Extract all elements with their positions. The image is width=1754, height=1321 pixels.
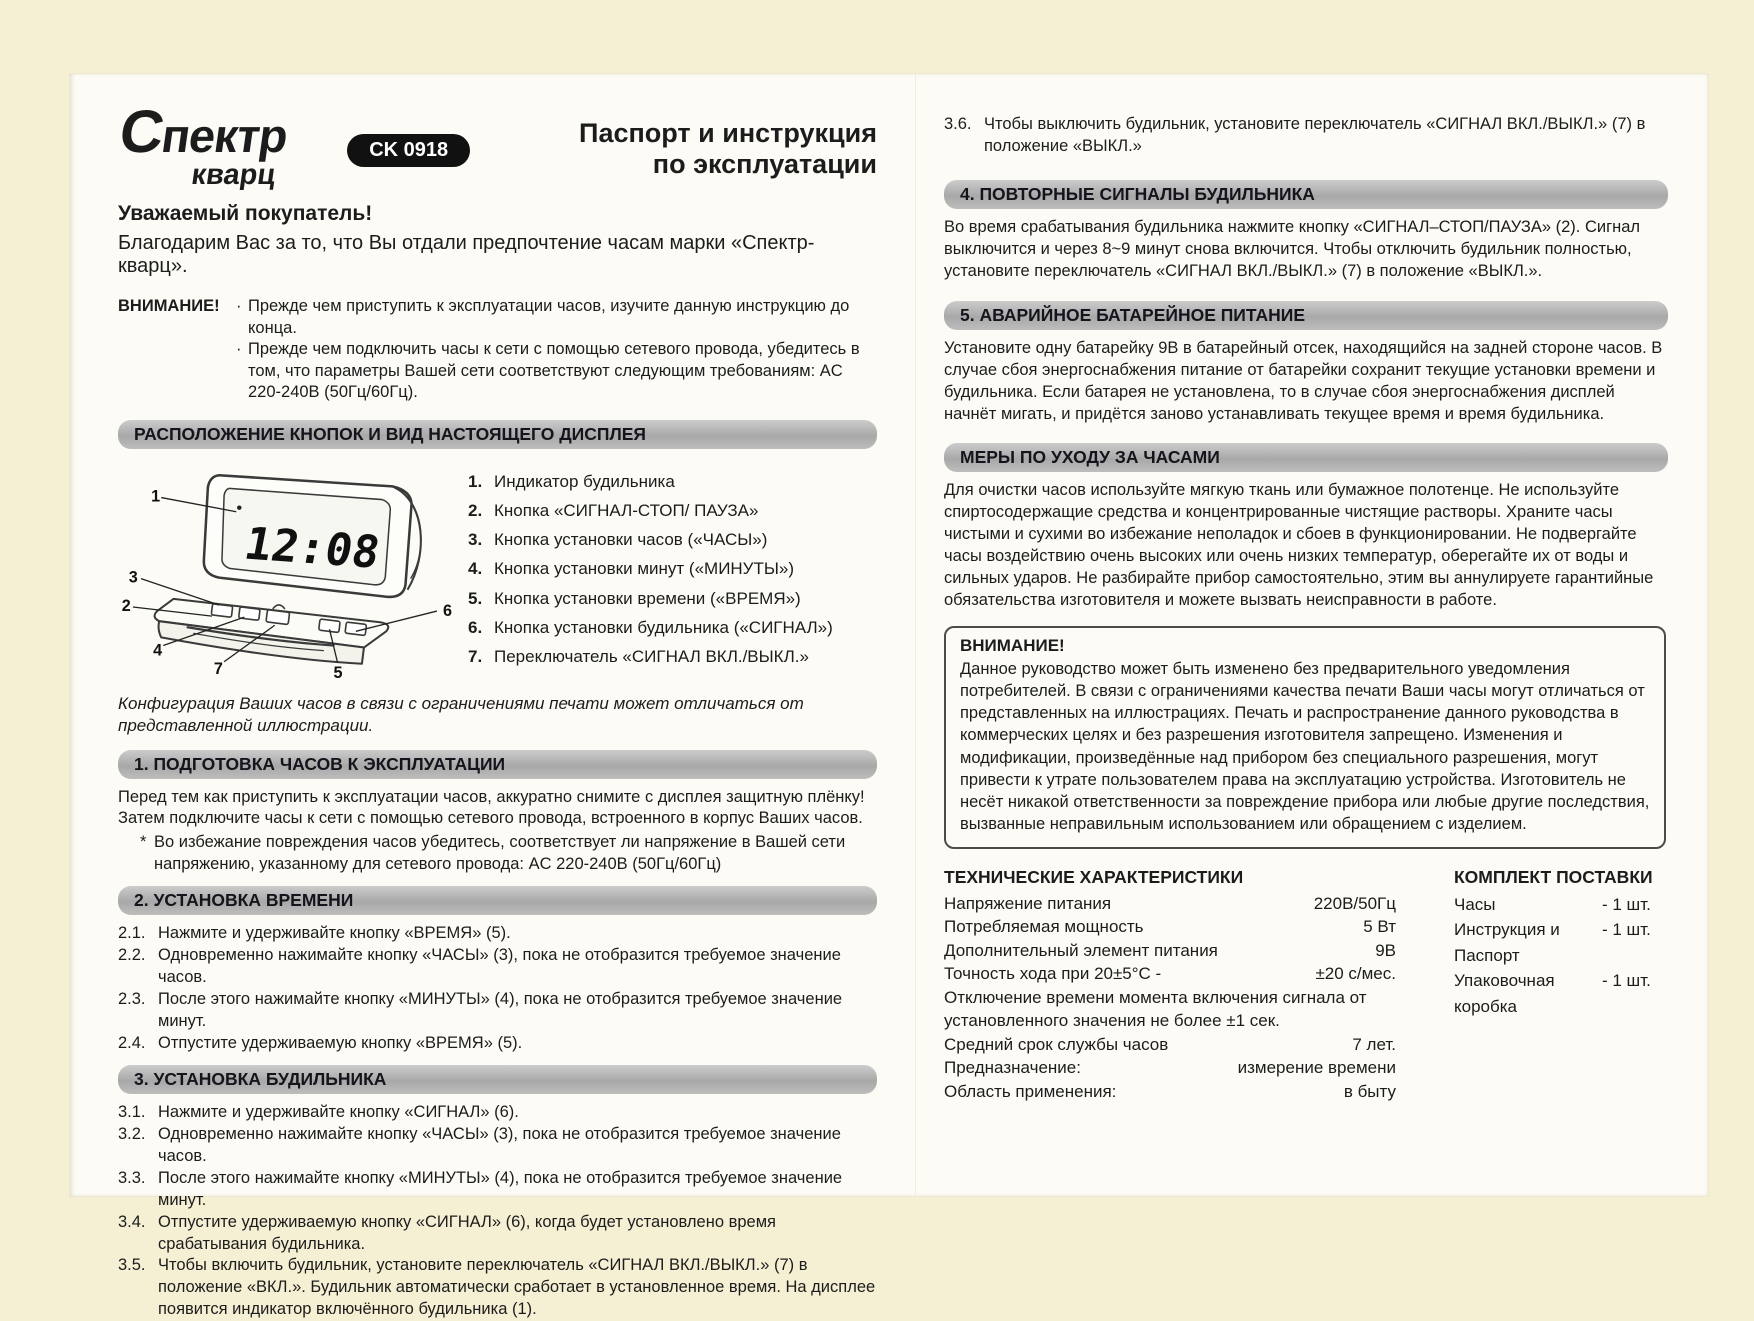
brand-logo: [112, 98, 291, 191]
legend-item: 7. Переключатель «СИГНАЛ ВКЛ./ВЫКЛ.»: [468, 647, 809, 667]
section-bar-alarm: 3. УСТАНОВКА БУДИЛЬНИКА: [118, 1065, 877, 1094]
step-item: 3.1. Нажмите и удерживайте кнопку «СИГНАЛ» (6).: [118, 1102, 519, 1121]
spec-note: Отключение времени момента включения сигнала от установленного значения не более ±1 сек.: [944, 987, 1367, 1031]
tech-specs-title: ТЕХНИЧЕСКИЕ ХАРАКТЕРИСТИКИ: [944, 866, 1244, 887]
section-bar-prep: 1. ПОДГОТОВКА ЧАСОВ К ЭКСПЛУАТАЦИИ: [118, 750, 877, 779]
spec-row: Предназначение: измерение времени: [944, 1058, 1396, 1078]
attention-label: ВНИМАНИЕ!: [118, 297, 220, 316]
legend-item: 5. Кнопка установки времени («ВРЕМЯ»): [468, 588, 801, 608]
package-title: КОМПЛЕКТ ПОСТАВКИ: [1454, 866, 1653, 887]
callout-1: 1: [151, 487, 161, 506]
attention-bullets: [236, 296, 877, 403]
step-item: 3.2. Одновременно нажимайте кнопку «ЧАСЫ» (3), пока не отобразится требуемое значение часов.: [118, 1124, 841, 1165]
button-hours: [211, 603, 232, 617]
section-bar-time: 2. УСТАНОВКА ВРЕМЕНИ: [118, 886, 877, 915]
greeting-text: Благодарим Вас за то, что Вы отдали предпочтение часам марки «Спектр-кварц».: [118, 232, 815, 278]
spec-row: Точность хода при 20±5°С - ±20 с/мес.: [944, 964, 1396, 984]
clock-housing-curve2: [411, 503, 421, 578]
spec-row: Потребляемая мощность 5 Вт: [944, 917, 1396, 937]
manual-paper: [70, 74, 1708, 1319]
step-item: 3.6. Чтобы выключить будильник, установите переключатель «СИГНАЛ ВКЛ./ВЫКЛ.» (7) в положение «ВЫКЛ.»: [944, 115, 1646, 155]
spec-row: Дополнительный элемент питания 9В: [944, 940, 1396, 960]
clock-figure: [118, 457, 877, 687]
clock-drawing-svg: [118, 457, 468, 682]
package-row: Часы - 1 шт.: [1454, 894, 1651, 914]
attention-box: [944, 626, 1666, 849]
clock-illustration: [118, 457, 468, 687]
spec-row: Область применения: в быту: [944, 1081, 1396, 1101]
left-column: [70, 74, 915, 1319]
package-row: Упаковочная коробка - 1 шт.: [1454, 971, 1651, 1016]
callout-4: 4: [153, 641, 163, 660]
bullet-dot-icon: ·: [236, 297, 242, 316]
callout-5: 5: [333, 663, 343, 682]
header: [115, 98, 877, 191]
section-bar-layout: РАСПОЛОЖЕНИЕ КНОПОК И ВИД НАСТОЯЩЕГО ДИСПЛЕЯ: [118, 420, 877, 449]
callout-7: 7: [213, 659, 223, 678]
step-item: 3.3. После этого нажимайте кнопку «МИНУТЫ» (4), пока не отобразится требуемое значение минут.: [118, 1168, 843, 1209]
section-bar-care: МЕРЫ ПО УХОДУ ЗА ЧАСАМИ: [944, 443, 1668, 472]
legend-item: 6. Кнопка установки будильника («СИГНАЛ»): [468, 617, 833, 637]
clock-legend: [468, 457, 833, 687]
bullet-dot-icon: ·: [236, 340, 242, 359]
spec-row: Напряжение питания 220В/50Гц: [944, 893, 1396, 913]
step-item: 2.4. Отпустите удерживаемую кнопку «ВРЕМЯ» (5).: [118, 1033, 523, 1052]
callout-6: 6: [443, 601, 453, 620]
package-contents: [1454, 867, 1668, 1103]
battery-text: Установите одну батарейку 9В в батарейный отсек, находящийся на задней стороне часов. В случае сбоя энергоснабжения питание от батарейки сохранит текущие установки времени и будильника. Если батарея не установлена, то в случае сбоя энергоснабжения дисплей начнёт мигать, и придётся заново устанавливать текущее время и время будильника.: [944, 338, 1663, 423]
step-item: 3.5. Чтобы включить будильник, установите переключатель «СИГНАЛ ВКЛ./ВЫКЛ.» (7) в положение «ВКЛ.». Будильник автоматически сработает в установленное время. На дисплее появится индикатор включённого будильника (1).: [118, 1256, 876, 1319]
callout-3: 3: [128, 568, 138, 587]
step-item: 2.3. После этого нажимайте кнопку «МИНУТЫ» (4), пока не отобразится требуемое значение минут.: [118, 990, 843, 1031]
right-column: [915, 74, 1708, 1196]
legend-item: 1. Индикатор будильника: [468, 471, 675, 491]
switch-lever: [273, 605, 285, 609]
brand-logo-line1: Спектр: [115, 98, 291, 165]
step-item: 2.2. Одновременно нажимайте кнопку «ЧАСЫ» (3), пока не отобразится требуемое значение часов.: [118, 946, 841, 987]
section-bar-repeat: 4. ПОВТОРНЫЕ СИГНАЛЫ БУДИЛЬНИКА: [944, 180, 1668, 209]
page-title-line2: по эксплуатации: [652, 149, 877, 180]
alarm-indicator-icon: [237, 505, 241, 509]
config-note: Конфигурация Ваших часов в связи с ограничениями печати может отличаться от представленной иллюстрации.: [118, 693, 804, 736]
brand-logo-line2: кварц: [189, 158, 278, 191]
step-item: 2.1. Нажмите и удерживайте кнопку «ВРЕМЯ» (5).: [118, 924, 511, 943]
prep-star-note: * Во избежание повреждения часов убедитесь, соответствует ли напряжение в Вашей сети напряжению, указанному для сетевого провода: AC 220-240В (50Гц/60Гц): [118, 832, 877, 876]
care-text: Для очистки часов используйте мягкую ткань или бумажное полотенце. Не используйте спиртосодержащие средства и концентрированные чистящие растворы. Храните часы чистыми и сухими во избежание неполадок и сбоев в функционировании. Не подвергайте часы воздействию очень высоких или очень низких температур, оберегайте их от воды и сильных ударов. Не разбирайте прибор самостоятельно, этим вы аннулируете гарантийные обязательства изготовителя и можете вызвать неисправности в работе.: [944, 481, 1654, 610]
attention-bullet: · Прежде чем приступить к эксплуатации часов, изучите данную инструкцию до конца.: [236, 296, 877, 339]
switch-signal-on-off: [266, 609, 290, 624]
page-title-line1: Паспорт и инструкция: [579, 118, 877, 148]
legend-item: 3. Кнопка установки часов («ЧАСЫ»): [468, 530, 768, 550]
tech-specs: [944, 867, 1396, 1103]
clock-display-time: 12:08: [240, 516, 385, 579]
star-marker: *: [140, 833, 147, 852]
spec-row: Средний срок службы часов 7 лет.: [944, 1034, 1396, 1054]
attention-box-label: ВНИМАНИЕ!: [960, 636, 1065, 656]
page-title: [579, 118, 877, 180]
attention-bullet: · Прежде чем подключить часы к сети с помощью сетевого провода, убедитесь в том, что параметры Вашей сети соответствуют следующим требованиям: AC 220-240В (50Гц/60Гц).: [236, 339, 877, 403]
callout-2: 2: [121, 596, 131, 615]
prep-text: Перед тем как приступить к эксплуатации часов, аккуратно снимите с дисплея защитную плёнку! Затем подключите часы к сети с помощью сетевого провода, встроенного в корпус Ваших часов.: [118, 787, 865, 828]
bottom-tables: [944, 867, 1668, 1103]
package-row: Инструкция и Паспорт - 1 шт.: [1454, 920, 1651, 965]
salutation: Уважаемый покупатель!: [118, 202, 373, 226]
repeat-text: Во время срабатывания будильника нажмите кнопку «СИГНАЛ–СТОП/ПАУЗА» (2). Сигнал выключится и через 8~9 минут снова включится. Чтобы отключить будильник полностью, установите переключатель «СИГНАЛ ВКЛ./ВЫКЛ.» (7) в положение «ВЫКЛ.».: [944, 217, 1641, 280]
attention-box-text: Данное руководство может быть изменено без предварительного уведомления потребителей. В связи с ограничениями качества печати Ваши часы могут отличаться от представленных на иллюстрациях. Печать и распространение данного руководства в коммерческих целях и без разрешения изготовителя запрещено. Изменения и модификации, произведённые над прибором без специального разрешения, могут привести к утрате пользователем права на эксплуатацию устройства. Изготовитель не несёт никакой ответственности за повреждение прибора или любые другие последствия, вызванные неправильным использованием или обращением с изделием.: [960, 660, 1650, 833]
section-bar-battery: 5. АВАРИЙНОЕ БАТАРЕЙНОЕ ПИТАНИЕ: [944, 301, 1668, 330]
attention-intro: [118, 296, 877, 403]
model-badge: CK 0918: [347, 134, 470, 167]
step-item: 3.4. Отпустите удерживаемую кнопку «СИГНАЛ» (6), когда будет установлено время срабатывания будильника.: [118, 1212, 776, 1253]
legend-item: 4. Кнопка установки минут («МИНУТЫ»): [468, 559, 795, 579]
legend-item: 2. Кнопка «СИГНАЛ-СТОП/ ПАУЗА»: [468, 500, 759, 520]
